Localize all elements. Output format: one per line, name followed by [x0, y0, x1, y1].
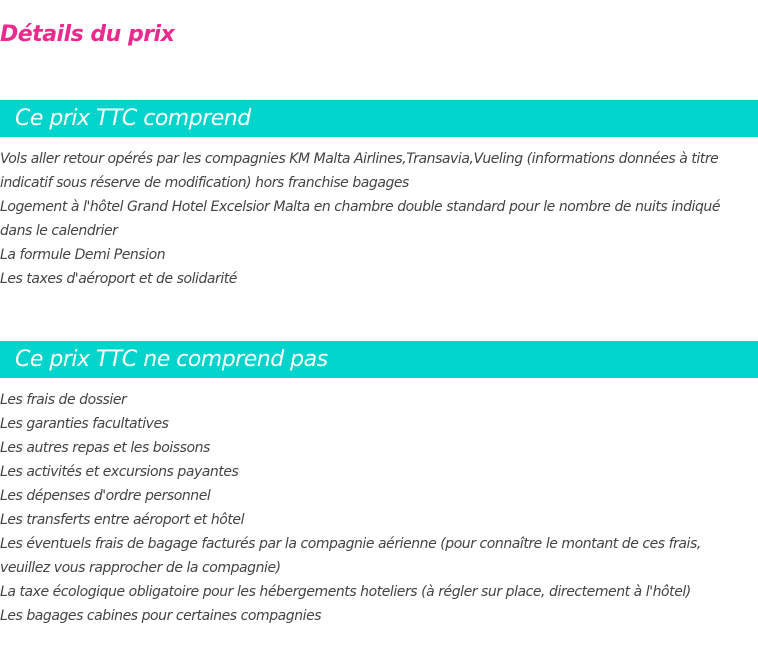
included-item: La formule Demi Pension: [0, 247, 166, 263]
excluded-item: Les garanties facultatives: [0, 416, 169, 432]
included-section-header: Ce prix TTC comprend: [0, 100, 758, 137]
included-item: Vols aller retour opérés par les compagnies KM Malta Airlines,Transavia,Vueling (informations données à titre indicatif sous réserve de modification) hors franchise bagages: [0, 151, 719, 191]
excluded-section-header: Ce prix TTC ne comprend pas: [0, 341, 758, 378]
excluded-item: Les activités et excursions payantes: [0, 464, 239, 480]
excluded-item: Les éventuels frais de bagage facturés par la compagnie aérienne (pour connaître le montant de ces frais, veuillez vous rapprocher de la compagnie): [0, 536, 701, 576]
included-item: Les taxes d'aéroport et de solidarité: [0, 271, 237, 287]
included-list: [0, 147, 758, 291]
excluded-item: La taxe écologique obligatoire pour les hébergements hoteliers (à régler sur place, directement à l'hôtel): [0, 584, 691, 600]
excluded-item: Les autres repas et les boissons: [0, 440, 210, 456]
excluded-item: Les dépenses d'ordre personnel: [0, 488, 211, 504]
excluded-item: Les bagages cabines pour certaines compagnies: [0, 608, 322, 624]
page-title: Détails du prix: [0, 22, 175, 47]
excluded-list: [0, 388, 758, 628]
excluded-item: Les transferts entre aéroport et hôtel: [0, 512, 245, 528]
excluded-item: Les frais de dossier: [0, 392, 127, 408]
included-item: Logement à l'hôtel Grand Hotel Excelsior Malta en chambre double standard pour le nombre de nuits indiqué dans le calendrier: [0, 199, 720, 239]
